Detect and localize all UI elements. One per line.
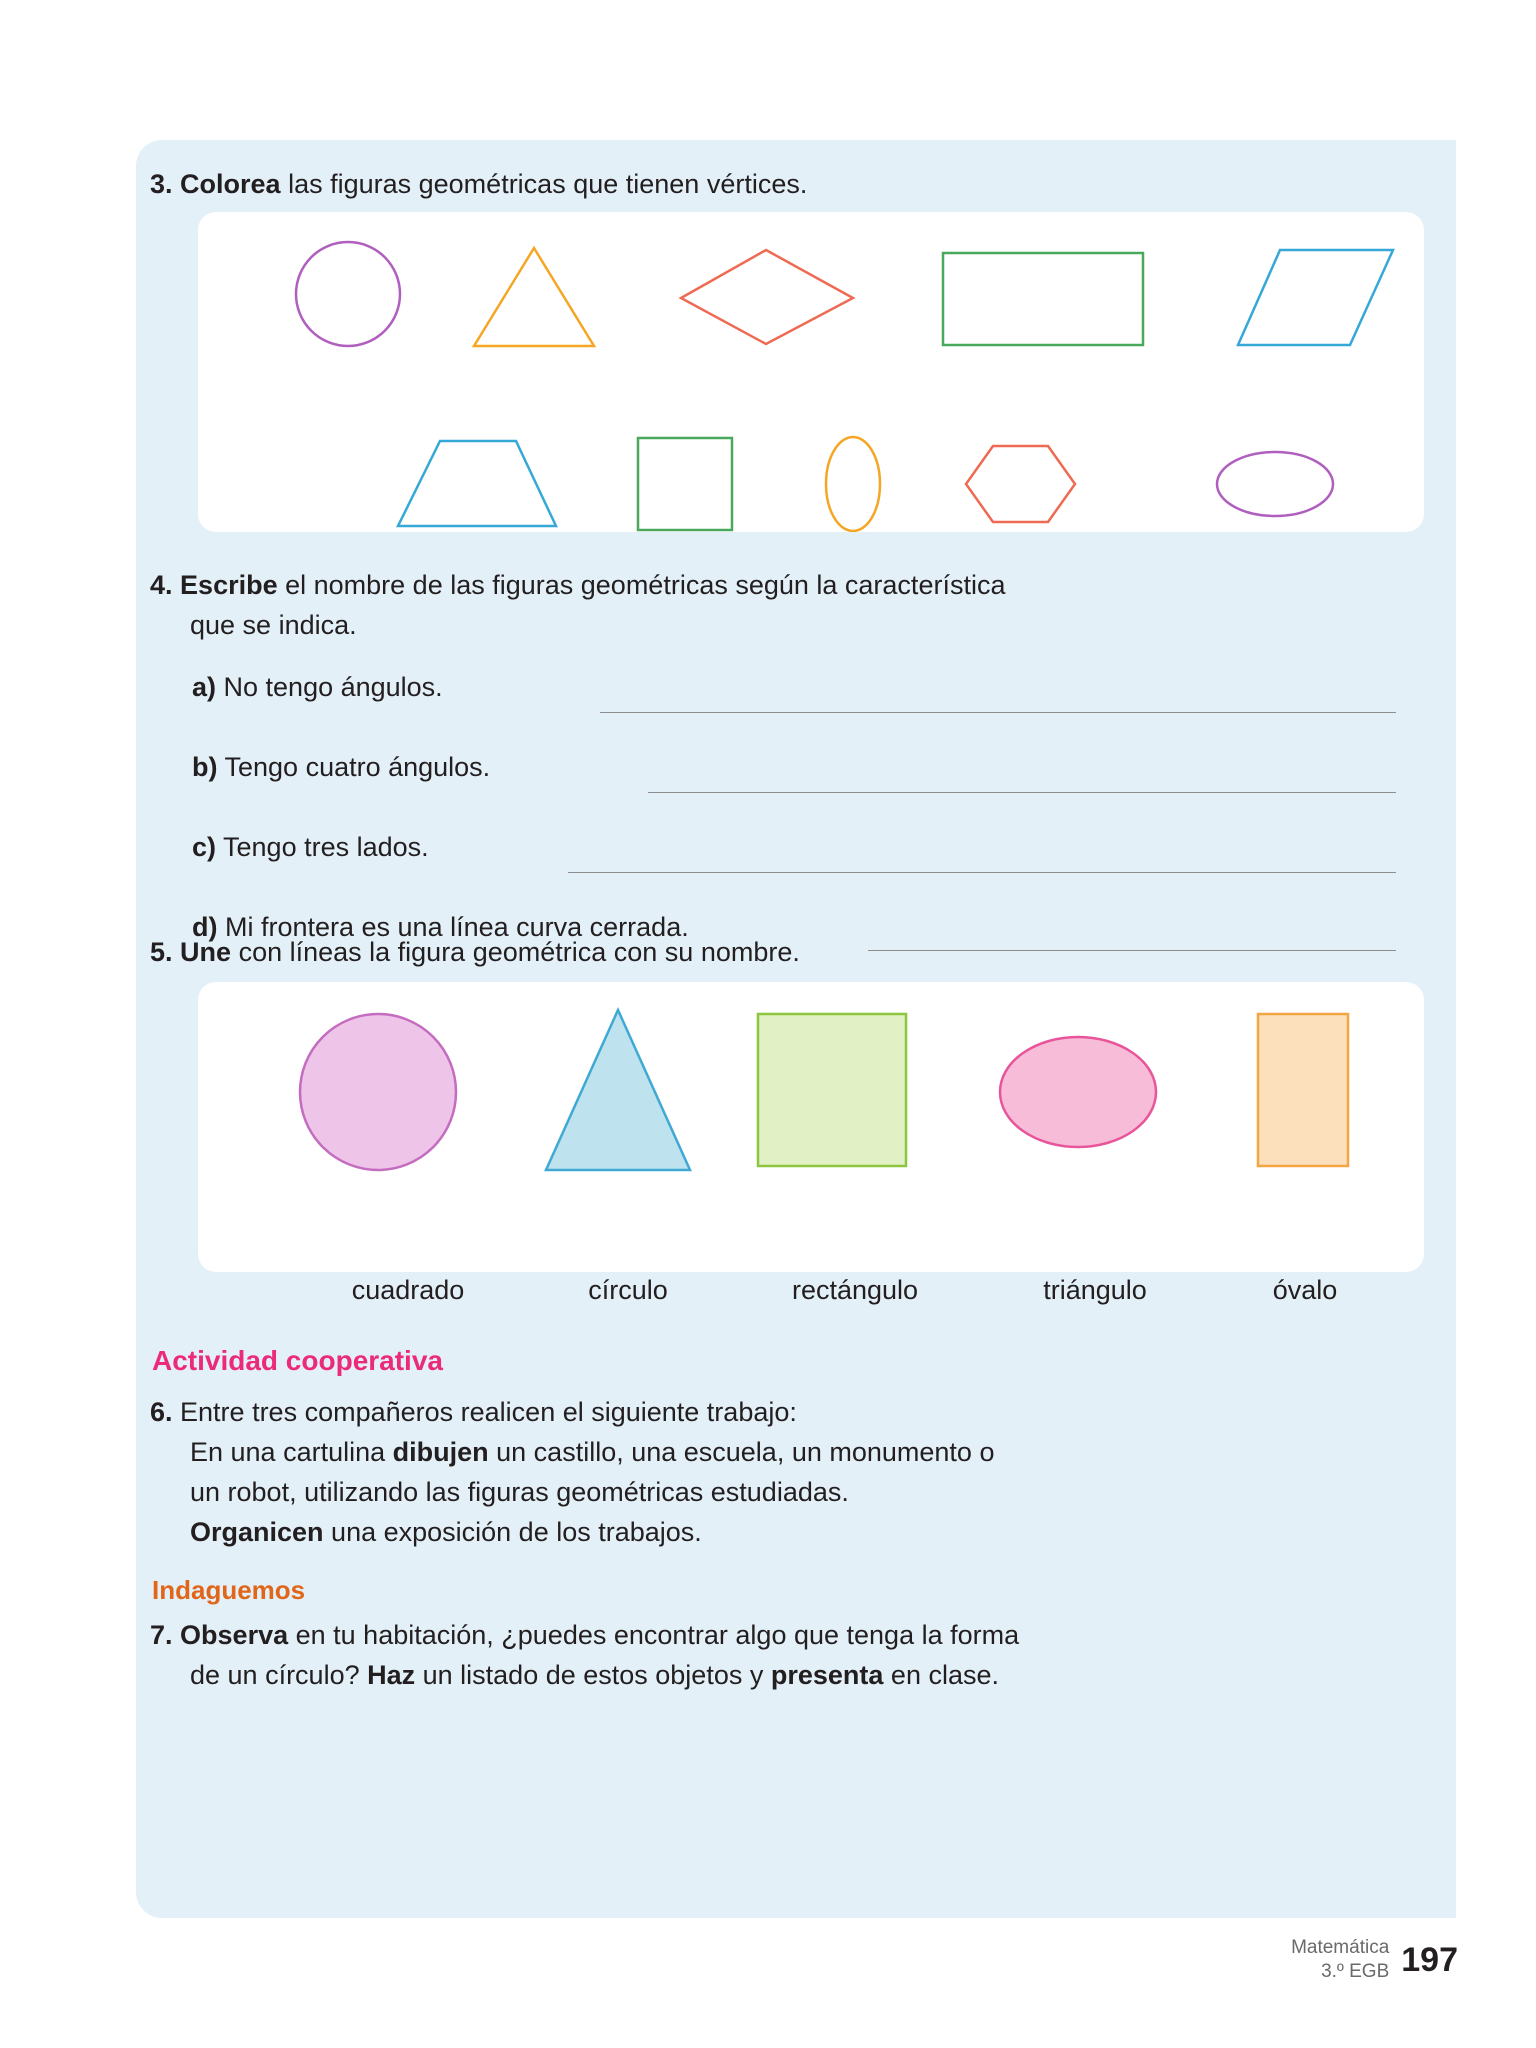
exercise-7-line1: en tu habitación, ¿puedes encontrar algo que tenga la forma	[288, 1620, 1020, 1650]
exercise-4-verb: Escribe	[180, 570, 278, 600]
item-d-text: Mi frontera es una línea curva cerrada.	[217, 912, 689, 942]
exercise-6-line3: un robot, utilizando las figuras geométricas estudiadas.	[190, 1477, 849, 1507]
exercise-7-line2-c: un listado de estos objetos y	[415, 1660, 771, 1690]
shape-triangle	[474, 248, 594, 346]
exercise-3-verb: Colorea	[180, 169, 281, 199]
exercise-6-line4-bold: Organicen	[190, 1517, 324, 1547]
shape-rhombus	[681, 250, 853, 344]
exercise-3-shapes-svg	[198, 212, 1424, 532]
exercise-4-text-line2: que se indica.	[190, 610, 357, 640]
match-shape-circle	[300, 1014, 456, 1170]
exercise-5-text: con líneas la figura geométrica con su nombre.	[231, 937, 800, 967]
exercise-6-line2-a: En una cartulina	[190, 1437, 393, 1467]
page-footer	[1291, 1936, 1458, 1984]
match-label-ovalo[interactable]: óvalo	[1272, 1275, 1338, 1305]
item-c-letter: c)	[192, 832, 217, 862]
exercise-3-heading	[150, 164, 1410, 204]
item-c-text: Tengo tres lados.	[216, 832, 429, 862]
exercise-5-heading	[150, 932, 1400, 972]
footer-subject-block	[1291, 1936, 1389, 1984]
footer-subject: Matemática	[1291, 1937, 1390, 1958]
item-a-text: No tengo ángulos.	[216, 672, 443, 702]
exercise-3-number: 3.	[150, 169, 173, 199]
exercise-5-number: 5.	[150, 937, 173, 967]
match-shape-ellipse	[1000, 1037, 1156, 1147]
exercise-6-line4	[150, 1512, 1380, 1552]
exercise-6-line4-b: una exposición de los trabajos.	[323, 1517, 702, 1547]
match-label-rectangulo[interactable]: rectángulo	[791, 1275, 919, 1305]
match-shape-rectangle	[1258, 1014, 1348, 1166]
exercise-6-line2	[150, 1432, 1380, 1472]
shape-square	[638, 438, 732, 530]
exercise-4-item-b	[192, 747, 490, 787]
shape-ellipse-horizontal	[1217, 452, 1333, 516]
exercise-6-line2-c: un castillo, una escuela, un monumento o	[488, 1437, 995, 1467]
exercise-7-line2-e: en clase.	[883, 1660, 999, 1690]
exercise-5-verb: Une	[180, 937, 232, 967]
exercise-3-text: las figuras geométricas que tienen vértices.	[280, 169, 808, 199]
item-a-letter: a)	[192, 672, 217, 702]
exercise-3-shapes-box	[198, 212, 1424, 532]
shape-circle	[296, 242, 400, 346]
exercise-7-line2-bold2: presenta	[770, 1660, 884, 1690]
exercise-7-verb: Observa	[180, 1620, 289, 1650]
exercise-7-line2	[150, 1655, 1380, 1695]
shape-parallelogram	[1238, 250, 1393, 345]
exercise-6-line1: Entre tres compañeros realicen el siguiente trabajo:	[172, 1397, 797, 1427]
answer-line-c[interactable]	[568, 872, 1396, 873]
answer-line-b[interactable]	[648, 792, 1396, 793]
exercise-6-block	[150, 1392, 1380, 1552]
exercise-5-shapes-box	[198, 982, 1424, 1272]
exercise-7-line2-bold1: Haz	[367, 1660, 416, 1690]
match-label-circulo[interactable]: círculo	[588, 1275, 668, 1305]
exercise-7-number: 7.	[150, 1620, 173, 1650]
exercise-7-block	[150, 1615, 1380, 1695]
match-label-cuadrado[interactable]: cuadrado	[351, 1275, 465, 1305]
item-b-letter: b)	[192, 752, 218, 782]
item-b-text: Tengo cuatro ángulos.	[217, 752, 491, 782]
inquiry-title: Indaguemos	[152, 1575, 306, 1605]
exercise-6-number: 6.	[150, 1397, 173, 1427]
exercise-6-line2-bold: dibujen	[392, 1437, 489, 1467]
page-number: 197	[1401, 1940, 1458, 1979]
answer-line-a[interactable]	[600, 712, 1396, 713]
exercise-4-heading	[150, 565, 1400, 645]
match-shape-square	[758, 1014, 906, 1166]
shape-rectangle	[943, 253, 1143, 345]
exercise-4-item-a	[192, 667, 443, 707]
exercise-5-shapes-svg	[198, 982, 1424, 1272]
item-d-letter: d)	[192, 912, 218, 942]
exercise-4-number: 4.	[150, 570, 173, 600]
match-shape-triangle	[546, 1010, 690, 1170]
shape-trapezoid	[398, 441, 556, 526]
footer-grade: 3.º EGB	[1321, 1961, 1390, 1982]
exercise-4-item-c	[192, 827, 429, 867]
shape-ellipse-vertical	[826, 437, 880, 531]
exercise-4-text: el nombre de las figuras geométricas según la característica	[277, 570, 1006, 600]
shape-hexagon	[966, 446, 1075, 522]
exercise-7-line2-a: de un círculo?	[190, 1660, 368, 1690]
match-label-triangulo[interactable]: triángulo	[1043, 1275, 1147, 1305]
cooperative-activity-title: Actividad cooperativa	[152, 1345, 443, 1376]
